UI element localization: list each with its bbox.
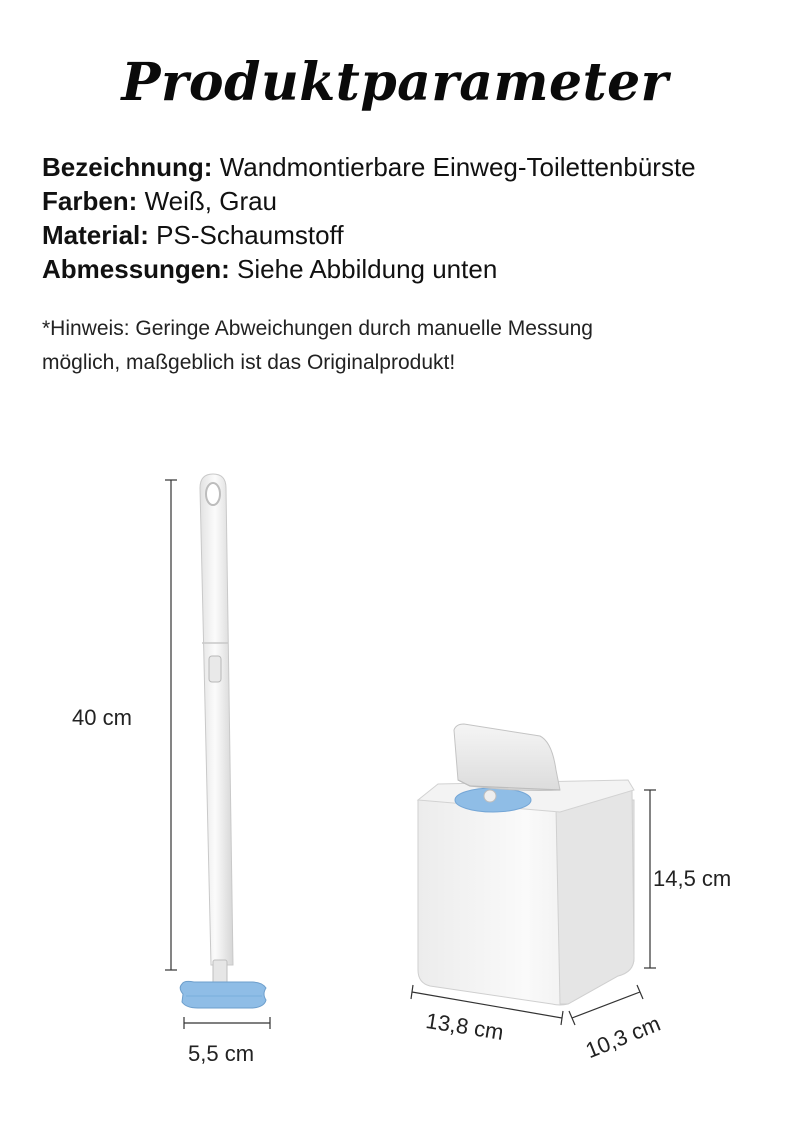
toilet-brush (180, 474, 266, 1008)
note-line-2: möglich, maßgeblich ist das Originalprodukt! (42, 351, 456, 374)
brush-height-label: 40 cm (72, 705, 132, 730)
holder-height-label: 14,5 cm (653, 866, 732, 891)
holder-side (556, 790, 634, 1004)
brush-head (180, 981, 266, 1008)
page-title: Produktparameter (121, 52, 669, 113)
brush-handle (200, 474, 233, 965)
spec-value: PS-Schaumstoff (156, 220, 344, 250)
holder-width-label: 13,8 cm (424, 1008, 506, 1045)
release-button (209, 656, 221, 682)
head-clip (213, 960, 227, 984)
hang-hole (206, 483, 220, 505)
spec-value: Wandmontierbare Einweg-Toilettenbürste (219, 152, 696, 182)
brush-width-label: 5,5 cm (188, 1041, 255, 1066)
spec-key: Bezeichnung: (42, 152, 213, 182)
spec-value: Weiß, Grau (144, 186, 278, 216)
note-line-1: *Hinweis: Geringe Abweichungen durch manuelle Messung (42, 317, 593, 340)
brush-holder (418, 724, 634, 1005)
width-dimension-line (184, 1017, 270, 1029)
spec-key: Abmessungen: (42, 254, 230, 284)
spec-value: Siehe Abbildung unten (237, 254, 498, 284)
spec-key: Material: (42, 220, 149, 250)
height-dimension-line (165, 480, 177, 970)
holder-lid (454, 724, 560, 791)
holder-depth-label: 10,3 cm (582, 1010, 664, 1064)
spec-key: Farben: (42, 186, 138, 216)
